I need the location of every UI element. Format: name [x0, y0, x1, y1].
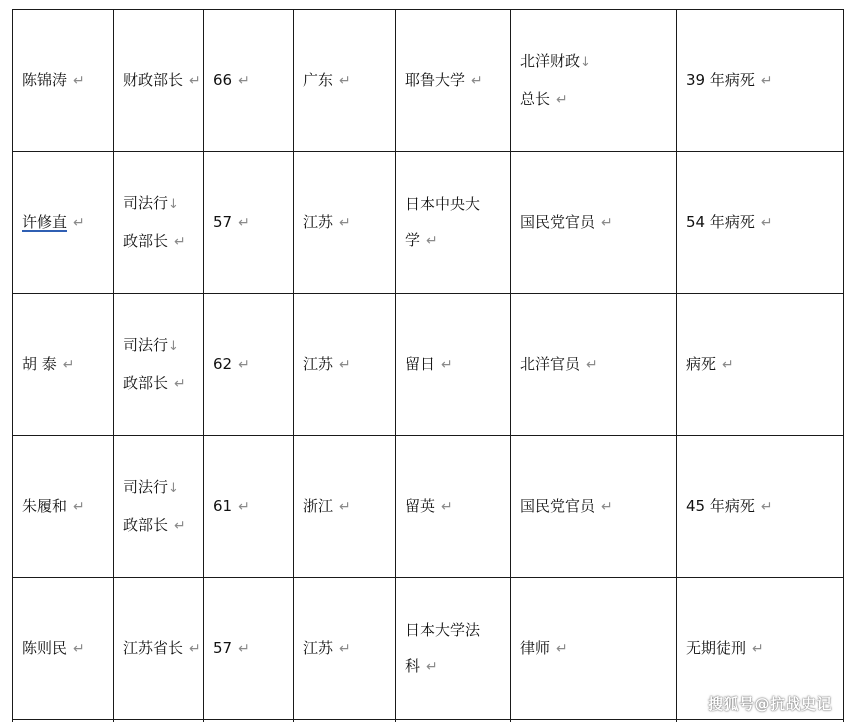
line-break-arrow-icon: ↓ — [580, 55, 591, 70]
paragraph-mark-icon: ↵ — [174, 518, 186, 534]
cell-text-line — [303, 497, 351, 515]
cell-age — [204, 436, 294, 578]
paragraph-mark-icon: ↵ — [760, 215, 773, 231]
cell-fate — [677, 152, 844, 294]
paragraph-mark-icon: ↵ — [238, 357, 250, 373]
cell-position — [114, 436, 204, 578]
cell-text: 57 — [213, 639, 233, 657]
cell-origin — [294, 436, 396, 578]
cell-text-line — [22, 213, 85, 231]
cell-text-line — [123, 232, 203, 251]
table-row — [13, 152, 844, 294]
cell-text-line — [303, 639, 351, 657]
cell-text: 61 — [213, 497, 233, 515]
cell-text: 财政部长 — [123, 71, 184, 89]
cell-origin — [294, 152, 396, 294]
cell-text: 江苏 — [303, 355, 334, 373]
cell-text: 62 — [213, 355, 233, 373]
cell-education — [396, 294, 511, 436]
cell-text: 日本大学法 — [405, 621, 481, 639]
cell-fate — [677, 294, 844, 436]
cell-text: 留日 — [405, 355, 436, 373]
paragraph-mark-icon: ↵ — [441, 499, 453, 515]
paragraph-mark-icon: ↵ — [556, 92, 568, 108]
cell-text-line — [22, 639, 85, 657]
cell-background — [511, 294, 677, 436]
cell-text: 日本中央大 — [405, 195, 481, 213]
paragraph-mark-icon: ↵ — [339, 499, 351, 515]
cell-name — [13, 152, 114, 294]
cell-origin — [294, 10, 396, 152]
cut-off-header-strip — [0, 0, 848, 9]
paragraph-mark-icon: ↵ — [73, 73, 85, 89]
cell-text-line — [405, 231, 510, 250]
cell-text-line — [123, 336, 203, 356]
paragraph-mark-icon: ↵ — [601, 499, 613, 515]
cell-text: 耶鲁大学 — [405, 71, 466, 89]
cell-name — [13, 578, 114, 720]
cell-text: 科 — [405, 657, 421, 675]
cell-text-line — [405, 355, 453, 373]
line-break-arrow-icon: ↓ — [168, 197, 179, 212]
cell-text-line — [123, 194, 203, 214]
cell-text: 政部长 — [123, 516, 169, 534]
cell-text: 胡 泰 — [22, 355, 57, 373]
cell-text-line — [22, 355, 75, 373]
cell-text-line — [213, 639, 250, 657]
paragraph-mark-icon: ↵ — [426, 233, 438, 249]
cell-text: 北洋财政 — [520, 52, 581, 70]
cell-text: 江苏省长 — [123, 639, 184, 657]
cell-position — [114, 294, 204, 436]
paragraph-mark-icon: ↵ — [238, 215, 250, 231]
cell-text[interactable]: 许修直 — [22, 213, 68, 231]
cell-text: 司法行 — [123, 478, 169, 496]
cell-education — [396, 578, 511, 720]
cell-text: 总长 — [520, 90, 551, 108]
cell-text-line — [405, 195, 510, 213]
cell-text-line — [520, 355, 598, 373]
paragraph-mark-icon: ↵ — [760, 499, 773, 515]
cell-text-line — [405, 71, 483, 89]
paragraph-mark-icon: ↵ — [189, 641, 201, 657]
paragraph-mark-icon: ↵ — [339, 215, 351, 231]
cell-text-line — [686, 497, 773, 515]
cell-text-line — [303, 71, 351, 89]
cell-text: 北洋官员 — [520, 355, 581, 373]
cell-text-line — [520, 639, 568, 657]
cell-position — [114, 10, 204, 152]
cell-age — [204, 578, 294, 720]
cell-name — [13, 436, 114, 578]
paragraph-mark-icon: ↵ — [238, 641, 250, 657]
cell-age — [204, 294, 294, 436]
cell-text: 留英 — [405, 497, 436, 515]
cell-background — [511, 10, 677, 152]
table-row — [13, 436, 844, 578]
cell-text: 江苏 — [303, 639, 334, 657]
cell-text-line — [686, 639, 764, 657]
cell-origin — [294, 578, 396, 720]
cell-text-line — [303, 213, 351, 231]
paragraph-mark-icon: ↵ — [62, 357, 75, 373]
paragraph-mark-icon: ↵ — [189, 73, 201, 89]
cell-text-line — [213, 497, 250, 515]
paragraph-mark-icon: ↵ — [339, 73, 351, 89]
line-break-arrow-icon: ↓ — [168, 339, 179, 354]
cell-text-line — [213, 71, 250, 89]
cell-text-line — [123, 478, 203, 498]
cell-fate — [677, 10, 844, 152]
cell-text: 66 — [213, 71, 233, 89]
cell-text-line — [22, 71, 85, 89]
cell-text: 无期徒刑 — [686, 639, 747, 657]
paragraph-mark-icon: ↵ — [426, 659, 438, 675]
paragraph-mark-icon: ↵ — [73, 215, 85, 231]
watermark: 搜狐号@抗战史记 — [707, 695, 832, 713]
cell-text-line — [520, 90, 676, 109]
cell-text: 政部长 — [123, 374, 169, 392]
cell-text: 45 年病死 — [686, 497, 755, 515]
paragraph-mark-icon: ↵ — [339, 641, 351, 657]
cell-education — [396, 436, 511, 578]
cell-text-line — [405, 621, 510, 639]
cell-text: 司法行 — [123, 194, 169, 212]
cell-education — [396, 152, 511, 294]
table-row — [13, 10, 844, 152]
paragraph-mark-icon: ↵ — [174, 234, 186, 250]
cell-name — [13, 294, 114, 436]
paragraph-mark-icon: ↵ — [238, 499, 250, 515]
officials-table — [12, 9, 844, 722]
cell-text: 病死 — [686, 355, 717, 373]
cell-text-line — [520, 213, 613, 231]
paragraph-mark-icon: ↵ — [722, 357, 734, 373]
cell-background — [511, 152, 677, 294]
cell-text: 政部长 — [123, 232, 169, 250]
cell-text: 学 — [405, 231, 421, 249]
paragraph-mark-icon: ↵ — [760, 73, 773, 89]
cell-text-line — [213, 355, 250, 373]
paragraph-mark-icon: ↵ — [586, 357, 598, 373]
cell-fate — [677, 436, 844, 578]
cell-position — [114, 578, 204, 720]
cell-text-line — [686, 355, 734, 373]
cell-education — [396, 10, 511, 152]
cell-text-line — [405, 657, 510, 676]
paragraph-mark-icon: ↵ — [601, 215, 613, 231]
paragraph-mark-icon: ↵ — [73, 641, 85, 657]
cell-background — [511, 578, 677, 720]
cell-text-line — [686, 71, 773, 89]
cell-text-line — [123, 374, 203, 393]
paragraph-mark-icon: ↵ — [238, 73, 250, 89]
cell-text: 江苏 — [303, 213, 334, 231]
cell-text-line — [22, 497, 85, 515]
cell-text: 57 — [213, 213, 233, 231]
cell-text-line — [303, 355, 351, 373]
cell-text: 司法行 — [123, 336, 169, 354]
cell-text: 律师 — [520, 639, 551, 657]
paragraph-mark-icon: ↵ — [174, 376, 186, 392]
cell-text-line — [520, 52, 676, 72]
cell-text: 广东 — [303, 71, 334, 89]
cell-text: 陈则民 — [22, 639, 68, 657]
cell-text-line — [123, 639, 201, 657]
cell-text: 朱履和 — [22, 497, 68, 515]
paragraph-mark-icon: ↵ — [339, 357, 351, 373]
cell-name — [13, 10, 114, 152]
cell-text-line — [123, 71, 201, 89]
cell-background — [511, 436, 677, 578]
cell-age — [204, 10, 294, 152]
paragraph-mark-icon: ↵ — [73, 499, 85, 515]
cell-text: 39 年病死 — [686, 71, 755, 89]
cell-text: 54 年病死 — [686, 213, 755, 231]
cell-text-line — [520, 497, 613, 515]
cell-position — [114, 152, 204, 294]
paragraph-mark-icon: ↵ — [441, 357, 453, 373]
cell-text: 陈锦涛 — [22, 71, 68, 89]
cell-text-line — [405, 497, 453, 515]
line-break-arrow-icon: ↓ — [168, 481, 179, 496]
cell-text-line — [213, 213, 250, 231]
cell-text-line — [123, 516, 203, 535]
cell-text: 浙江 — [303, 497, 334, 515]
cell-text-line — [686, 213, 773, 231]
cell-origin — [294, 294, 396, 436]
paragraph-mark-icon: ↵ — [556, 641, 568, 657]
table-row — [13, 294, 844, 436]
cell-text: 国民党官员 — [520, 497, 596, 515]
paragraph-mark-icon: ↵ — [471, 73, 483, 89]
paragraph-mark-icon: ↵ — [752, 641, 764, 657]
cell-age — [204, 152, 294, 294]
cell-text: 国民党官员 — [520, 213, 596, 231]
